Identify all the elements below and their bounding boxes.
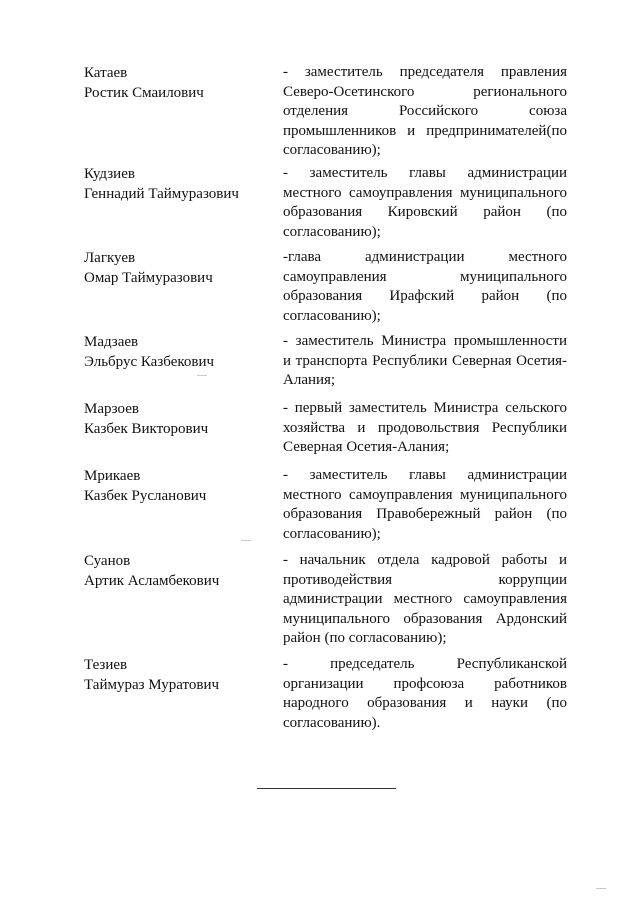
member-position: - заместитель главы администрации местного самоуправления муниципального образования Правобережный район (по согласованию); (283, 467, 567, 542)
member-position: - заместитель главы администрации местного самоуправления муниципального образования Кировский район (по согласованию); (283, 165, 567, 240)
member-name (84, 63, 269, 103)
member-name (84, 551, 269, 591)
member-given-name: Ростик Смаилович (84, 85, 204, 101)
member-given-name: Артик Асламбекович (84, 573, 220, 589)
member-name (84, 248, 269, 288)
member-name (84, 399, 269, 439)
member-position: - первый заместитель Министра сельского хозяйства и продовольствия Республики Северная Осетия-Алания; (283, 400, 567, 455)
member-surname: Марзоев (84, 401, 139, 417)
member-surname: Суанов (84, 553, 131, 569)
scan-mark (596, 888, 606, 889)
member-given-name: Геннадий Таймуразович (84, 186, 239, 202)
member-surname: Мрикаев (84, 468, 141, 484)
member-position: -глава администрации местного самоуправления муниципального образования Ирафский район (по согласованию); (283, 249, 567, 324)
scan-mark (197, 375, 207, 376)
member-given-name: Эльбрус Казбекович (84, 354, 215, 370)
member-position: - начальник отдела кадровой работы и противодействия коррупции администрации местного самоуправления муниципального образования Ардонский район (по согласованию); (283, 552, 567, 646)
member-given-name: Казбек Викторович (84, 421, 209, 437)
scan-mark (241, 540, 251, 541)
member-surname: Лагкуев (84, 250, 136, 266)
member-name (84, 164, 269, 204)
member-surname: Мадзаев (84, 334, 139, 350)
member-name (84, 466, 269, 506)
member-position: - председатель Республиканской организации профсоюза работников народного образования и науки (по согласованию). (283, 656, 567, 731)
member-given-name: Таймураз Муратович (84, 677, 220, 693)
member-name (84, 655, 269, 695)
member-surname: Катаев (84, 65, 128, 81)
member-surname: Кудзиев (84, 166, 135, 182)
member-name (84, 332, 269, 372)
closing-rule (257, 788, 396, 789)
member-position: - заместитель председателя правления Северо-Осетинского регионального отделения Российского союза промышленников и предпринимателей(по согласованию); (283, 64, 567, 158)
member-given-name: Казбек Русланович (84, 488, 207, 504)
member-given-name: Омар Таймуразович (84, 270, 213, 286)
member-position: - заместитель Министра промышленности и транспорта Республики Северная Осетия-Алания; (283, 333, 567, 388)
member-surname: Тезиев (84, 657, 128, 673)
